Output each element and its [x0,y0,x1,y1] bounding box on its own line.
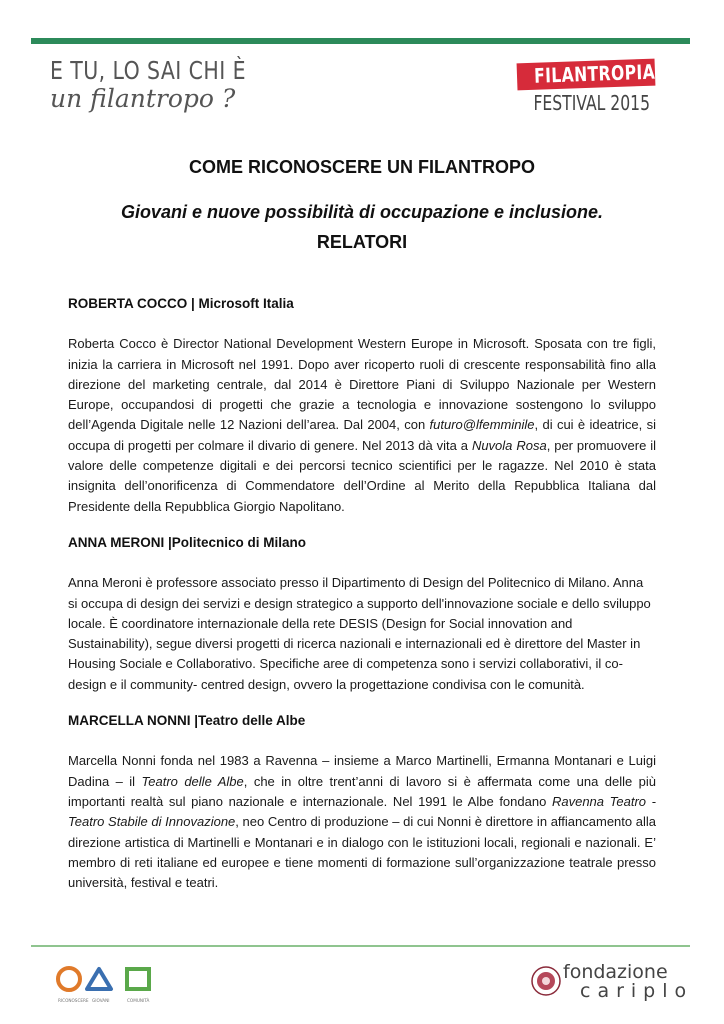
tagline-line1: E TU, LO SAI CHI È [50,56,246,85]
logo-word: GIOVANI [92,998,110,1003]
top-rule [31,38,690,44]
page-subtitle: Giovani e nuove possibilità di occupazione e inclusione. [120,202,604,222]
square-shape [127,969,149,989]
fondazione-word: fondazione [563,961,668,983]
tagline-line2: un filantropo ? [50,84,236,113]
speaker-bio: Roberta Cocco è Director National Development Western Europe in Microsoft. Sposata con tre figli, inizia la carriera in Microsoft nel 1991. Dopo aver ricoperto ruoli di crescente responsabilità fino alla direzione del marketing centrale, dal 2014 è Direttore Piani di Sviluppo Nazionale per Western Europe, occupandosi di progetti che grazie a tecnologia e innovazione sostengono lo sviluppo dell’Agenda Digitale nelle 12 Nazioni dell’area. Dal 2004, con futuro@lfemminile, di cui è ideatrice, si occupa di progetti per colmare il divario di genere. Nel 2013 dà vita a Nuvola Rosa, per promuovere il valore delle competenze digitali e dei percorsi tecnico scientifici per le ragazze. Nel 2010 è stata insignita dell’onorificenza di Commendatore dell’Ordine al Merito della Repubblica Italiana dal Presidente della Repubblica Giorgio Napolitano. [68,336,656,514]
event-tagline [50,58,289,114]
event-shapes-logo [55,962,165,1006]
speakers-list [68,294,656,909]
fondazione-seal-icon [530,962,562,1000]
festival-logo [517,61,655,116]
speaker-heading: MARCELLA NONNI |Teatro delle Albe [68,713,306,729]
festival-badge: FILANTROPIA [517,59,656,91]
cariplo-word: cariplo [580,980,694,1002]
logo-word: RICONOSCERE [58,998,89,1003]
bottom-rule [31,945,690,947]
circle-shape [58,968,80,990]
speaker-heading: ANNA MERONI |Politecnico di Milano [68,534,307,550]
speaker-heading: ROBERTA COCCO | Microsoft Italia [68,296,294,311]
triangle-shape [87,969,111,989]
speaker-bio: Anna Meroni è professore associato presso il Dipartimento di Design del Politecnico di Milano. Anna si occupa di design dei servizi e design strategico a supporto dell'innovazione sociale e dello sviluppo locale. È coordinatore internazionale della rete DESIS (Design for Social innovation and Sustainability), segue diversi progetti di ricerca nazionali e internazionali ed è direttore del Master in Housing Sociale e Collaborativo. Specifiche aree di competenza sono i servizi collaborativi, il co-design e il community- centred design, ovvero la progettazione condivisa con le comunità. [68,575,651,692]
page-title: COME RICONOSCERE UN FILANTROPO [188,157,535,177]
speaker-bio: Marcella Nonni fonda nel 1983 a Ravenna – insieme a Marco Martinelli, Ermanna Montanari e Luigi Dadina – il Teatro delle Albe, che in oltre trent’anni di lavoro si è affermata come una delle più importanti realtà sul piano nazionale e internazionale. Nel 1991 le Albe fondano Ravenna Teatro - Teatro Stabile di Innovazione, neo Centro di produzione – di cui Nonni è direttore in affiancamento alla direzione artistica di Martinelli e Montanari e in dialogo con le istituzioni locali, regionali e nazionali. E’ membro di reti italiane ed europee e tiene momenti di formazione sull’organizzazione teatrale presso università, festival e teatri. [68,753,657,891]
festival-sub: FESTIVAL 2015 [533,91,650,115]
section-title: RELATORI [316,232,408,252]
logo-word: COMUNITÀ [127,998,150,1003]
